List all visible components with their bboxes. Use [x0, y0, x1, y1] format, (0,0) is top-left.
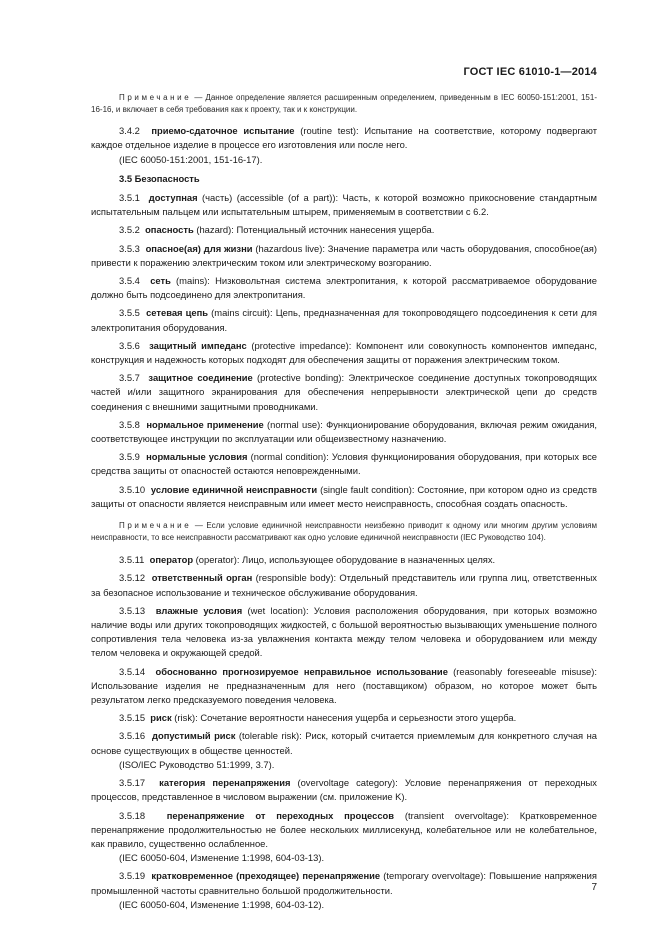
- clause-text: (routine test): Испытание на соответствие, которому подвергают каждое отдельное изделие в процессе его изготовления или после него.: [91, 125, 598, 151]
- clause-term: риск: [150, 712, 172, 724]
- clause-reference: (IEC 60050-604, Изменение 1:1998, 604-03-13).: [119, 852, 325, 864]
- clause-3-5-9: [91, 450, 597, 478]
- clause-term: защитное соединение: [148, 372, 253, 384]
- clause-text: (mains): Низковольтная система электропитания, к которой рассматриваемое оборудование должно быть подсоединено для электропитания.: [91, 275, 597, 301]
- clause-text: (risk): Сочетание вероятности нанесения ущерба и серьезности этого ущерба.: [171, 712, 517, 724]
- clause-3-5-19: [91, 869, 597, 897]
- clause-term: защитный импеданс: [149, 339, 247, 351]
- document-header: ГОСТ IEC 61010-1—2014: [463, 66, 597, 78]
- clause-text: (protective impedance): Компонент или совокупность компонентов импеданс, конструкция и надежность которых подходят для обеспечения защиты от поражения электрическим током.: [91, 339, 597, 366]
- clause-3-5-3: [91, 242, 597, 270]
- note-label: Примечание: [119, 93, 192, 102]
- clause-3-5-13: [91, 604, 597, 661]
- clause-3-5-1: [91, 191, 597, 219]
- clause-number: 3.5.10: [119, 483, 146, 495]
- clause-term: оператор: [149, 554, 194, 566]
- clause-number: 3.5.7: [119, 372, 140, 384]
- clause-number: 3.5.3: [119, 242, 140, 254]
- clause-text: (single fault condition): Состояние, при котором одно из средств защиты от опасности является неисправным или имеет место неисправность, способная создать опасность.: [91, 483, 597, 509]
- note-text: — Данное определение является расширенным определением, приведенным в IEC 60050-151:2001, 151-16-16, и включает в себя требования как к проекту, так и к конструкции.: [91, 93, 597, 114]
- clause-number: 3.5.2: [119, 224, 140, 236]
- clause-3-5-18: [91, 809, 597, 852]
- clause-number: 3.5.6: [119, 339, 140, 351]
- clause-number: 3.5.11: [119, 554, 145, 566]
- clause-text: (mains circuit): Цепь, предназначенная для токопроводящего подсоединения к сети для электропитания оборудования.: [91, 307, 597, 333]
- clause-number: 3.5.18: [119, 809, 146, 821]
- clause-3-5-5: [91, 306, 597, 334]
- clause-text: (normal use): Функционирование оборудования, включая режим ожидания, соответствующее инструкции по эксплуатации или общеизвестному назначению.: [91, 418, 597, 445]
- clause-text: (responsible body): Отдельный представитель или группа лиц, ответственных за безопасное использование и техническое обслуживание оборудования.: [91, 572, 597, 598]
- clause-term: нормальные условия: [146, 451, 248, 463]
- clause-text: (normal condition): Условия функционирования оборудования, при которых все средства защиты от опасностей остаются неповрежденными.: [91, 451, 597, 477]
- clause-text: (overvoltage category): Условие перенапряжения от переходных процессов, представленное в числовом выражении (см. приложение K).: [91, 777, 597, 803]
- clause-term: перенапряжение от переходных процессов: [166, 809, 395, 821]
- clause-term: кратковременное (преходящее) перенапряжение: [151, 870, 381, 882]
- clause-text: (hazardous live): Значение параметра или часть оборудования, способное(ая) привести к поражению электрическим током или электрическому возгоранию.: [91, 242, 597, 268]
- clause-number: 3.5.8: [119, 418, 140, 430]
- clause-reference: (IEC 60050-151:2001, 151-16-17).: [119, 153, 263, 165]
- clause-number: 3.5.5: [119, 307, 140, 319]
- note-paragraph: [91, 92, 597, 115]
- clause-text: (temporary overvoltage): Повышение напряжения промышленной частоты сравнительно большой продолжительности.: [91, 870, 597, 896]
- clause-term: нормальное применение: [146, 418, 264, 430]
- clause-3-4-2: [91, 124, 597, 152]
- page-number: 7: [591, 882, 597, 893]
- clause-number: 3.5.19: [119, 870, 146, 882]
- clause-number: 3.5.4: [119, 275, 140, 287]
- clause-3-5-11: [91, 553, 597, 567]
- document-body: [91, 92, 597, 912]
- note-label: Примечание: [119, 521, 192, 531]
- clause-term: влажные условия: [155, 604, 243, 616]
- clause-3-5-10: [91, 483, 597, 511]
- clause-term: опасность: [145, 224, 194, 236]
- clause-text: (часть) (accessible (of a part)): Часть, к которой возможно прикосновение стандартным испытательным пальцем или испытательным штырем, применяемым в соответствии с 6.2.: [91, 192, 597, 218]
- clause-text: (operator): Лицо, использующее оборудование в назначенных целях.: [193, 554, 496, 566]
- clause-reference: (IEC 60050-604, Изменение 1:1998, 604-03-12).: [119, 898, 325, 910]
- clause-3-5-2: [91, 223, 597, 237]
- clause-number: 3.5.9: [119, 451, 140, 463]
- clause-3-5-12: [91, 571, 597, 599]
- clause-number: 3.5.15: [119, 712, 146, 724]
- clause-3-5-14: [91, 665, 597, 708]
- clause-number: 3.5.13: [119, 604, 146, 616]
- clause-3-5-15: [91, 711, 597, 725]
- section-heading-3-5: 3.5 Безопасность: [119, 172, 200, 184]
- clause-term: опасное(ая) для жизни: [145, 242, 253, 254]
- clause-text: (protective bonding): Электрическое соединение доступных токопроводящих частей и/или защитного экранирования для обеспечения непрерывности электрической цепи до средств соединения с внешними защитными проводниками.: [91, 372, 597, 412]
- clause-3-5-7: [91, 371, 597, 414]
- clause-term: допустимый риск: [152, 730, 236, 742]
- clause-term: категория перенапряжения: [159, 777, 291, 789]
- clause-3-5-16: [91, 729, 597, 757]
- clause-term: сетевая цепь: [146, 307, 209, 319]
- clause-number: 3.5.1: [119, 192, 140, 203]
- clause-number: 3.5.12: [119, 572, 146, 584]
- clause-term: доступная: [148, 192, 198, 203]
- note-paragraph: [91, 520, 597, 543]
- clause-text: (reasonably foreseeable misuse): Использование изделия не предназначенным для него (поставщиком) образом, но которое может быть результатом легко предсказуемого поведения человека.: [91, 665, 597, 706]
- clause-term: ответственный орган: [151, 572, 253, 584]
- clause-text: (wet location): Условия расположения оборудования, при которых возможно наличие воды или других токопроводящих жидкостей, с большой вероятностью вызывающих уменьшение полного сопротивления тела человека из-за увлажнения контакта между телом человека и оборудованием или между телом человека и окружающей средой.: [91, 604, 597, 659]
- clause-3-5-6: [91, 339, 597, 367]
- clause-3-5-4: [91, 274, 597, 302]
- clause-text: (hazard): Потенциальный источник нанесения ущерба.: [193, 224, 435, 236]
- clause-reference: (ISO/IEC Руководство 51:1999, 3.7).: [119, 758, 275, 770]
- clause-number: 3.5.17: [119, 777, 146, 789]
- clause-term: сеть: [150, 275, 171, 287]
- clause-text: (tolerable risk): Риск, который считается приемлемым для конкретного случая на основе существующих в обществе ценностей.: [91, 730, 597, 756]
- clause-text: (transient overvoltage): Кратковременное перенапряжение продолжительностью не более нескольких миллисекунд, колебательное или не колебательное, как правило, существенно ослабленное.: [91, 809, 597, 849]
- clause-3-5-8: [91, 418, 597, 446]
- clause-term: обоснованно прогнозируемое неправильное использование: [155, 665, 448, 677]
- clause-number: 3.5.14: [119, 665, 146, 677]
- clause-term: условие единичной неисправности: [150, 483, 318, 495]
- clause-3-5-17: [91, 776, 597, 804]
- note-text: — Если условие единичной неисправности неизбежно приводит к одному или многим другим условиям неисправности, то все неисправности рассматривают как одно условие единичной неисправности (IEC Руководство 104).: [91, 521, 597, 542]
- clause-number: 3.5.16: [119, 730, 146, 742]
- clause-term: приемо-сдаточное испытание: [151, 125, 295, 137]
- clause-number: 3.4.2: [119, 125, 140, 137]
